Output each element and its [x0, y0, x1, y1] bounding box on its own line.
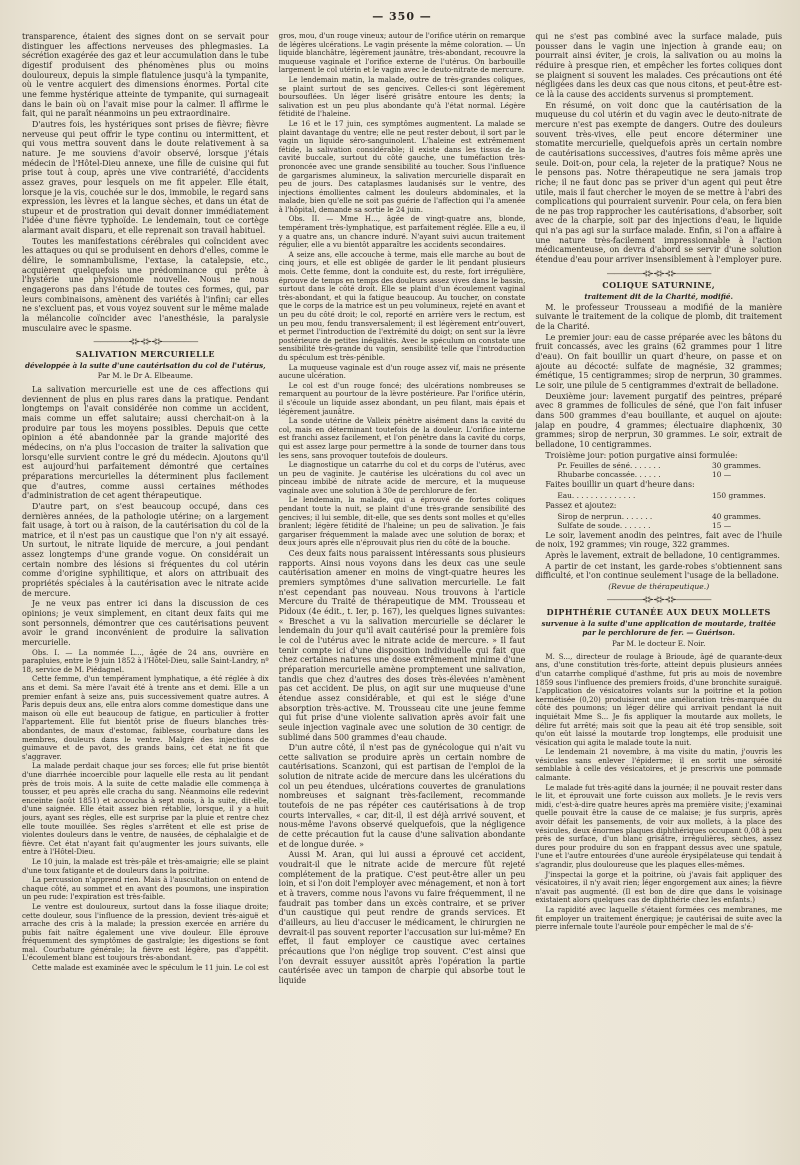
prescription [557, 512, 782, 530]
ingredient: Sulfate de soude. . . . . . . [557, 520, 651, 530]
column-right [535, 32, 782, 1152]
paragraph: Le premier jour: eau de casse préparée avec les bâtons du fruit concassés, avec les grains (62 grammes pour 1 litre d'eau). On fait bouillir un quart d'heure, on passe et on ajoute au décocté: sulfate de magnésie, 32 grammes; émétique, 15 centigrammes; sirop de nerprun, 30 grammes. Le soir, une pilule de 5 centigrammes d'extrait de belladone. [535, 332, 783, 390]
case-paragraph: Le malade fut très-agité dans la journée; il ne pouvait rester dans le lit, et éprouvait une forte cuisson aux mollets. Je le revis vers midi, c'est-à-dire quatre heures après ma première visite; j'examinai quelle pouvait être la cause de ce malaise; je fus surpris, après avoir défait les pansements, de voir aux mollets, à la place des vésicules, deux énormes plaques diphthériques occupant 0,08 à peu près de surface, d'un blanc grisâtre, irrégulières, sèches, assez dures pour produire du son en frappant dessus avec une spatule, l'une et l'autre entourées d'une auréole érysipélateuse qui tendait à s'agrandir, plus douloureuse que les plaques elles-mêmes. [535, 782, 783, 869]
paragraph: Troisième jour: potion purgative ainsi formulée: [545, 450, 738, 460]
paragraph: A partir de cet instant, les garde-robes s'obtiennent sans difficulté, et l'on continue seulement l'usage de la belladone. [535, 561, 783, 581]
article-title: SALIVATION MERCURIELLE [75, 349, 215, 359]
paragraph: Deuxième jour: lavement purgatif des peintres, préparé avec 8 grammes de follicules de séné, que l'on fait infuser dans 500 grammes d'eau bouillante, et auquel on ajoute: jalap en poudre, 4 grammes; électuaire diaphœnix, 30 grammes; sirop de nerprun, 30 grammes. Le soir, extrait de belladone, 10 centigrammes. [535, 391, 783, 449]
case-paragraph: Le ventre est douloureux, surtout dans la fosse iliaque droite; cette douleur, sous l'influence de la pression, devient très-aiguë et arrache des cris à la malade; la pression exercée en arrière du pubis fait naître également une vive douleur. Elle éprouve fréquemment des symptômes de gastralgie; les digestions se font mal. Courbature générale; la fièvre est légère, pas d'appétit. L'écoulement blanc est toujours très-abondant. [22, 901, 269, 963]
paragraph: Aussi M. Aran, qui lui aussi a éprouvé cet accident, voudrait-il que le nitrate acide de mercure fût rejeté complétement de la pratique. C'est peut-être aller un peu loin, et si l'on doit l'employer avec ménagement, et non à tort et à travers, comme nous l'avons vu faire fréquemment, il ne faudrait pas tomber dans un excès contraire, et se priver d'un caustique qui peut rendre de grands services. Et d'ailleurs, au lieu d'accuser le médicament, le chirurgien ne devrait-il pas souvent reporter l'accusation sur lui-même? En effet, il faut employer ce caustique avec certaines précautions que l'on néglige trop souvent. C'est ainsi que l'on devrait essuyer aussitôt après l'opération la partie cautérisée avec un tampon de charpie qui absorbe tout le liquide [278, 850, 526, 985]
case-paragraph: La muqueuse vaginale est d'un rouge assez vif, mais ne présente aucune ulcération. [278, 362, 526, 381]
paragraph: Après le lavement, extrait de belladone, 10 centigrammes. [545, 550, 780, 560]
paragraph: Je ne veux pas entrer ici dans la discussion de ces opinions; je veux simplement, en citant deux faits qui me sont personnels, démontrer que ces cautérisations peuvent avoir le grand inconvénient de produire la salivation mercurielle. [22, 599, 269, 648]
prescription-line [557, 512, 782, 521]
paragraph: Le soir, lavement anodin des peintres, fait avec de l'huile de noix, 192 grammes; vin rouge, 322 grammes. [535, 530, 783, 550]
article-subtitle: survenue à la suite d'une application de moutarde, traitée par le perchlorure de fer. — Guérison. [541, 618, 776, 638]
paragraph: D'autre part, on s'est beaucoup occupé, dans ces dernières années, de la pathologie utérine; on a largement fait usage, à tort ou à raison, de la cautérisation du col de la matrice, et il n'est pas un caustique que l'on n'y ait essayé. Un surtout, le nitrate liquide de mercure, a joui pendant assez longtemps d'une grande vogue. On considérait un certain nombre des lésions si fréquentes du col utérin comme d'origine syphilitique, et alors on attribuait des propriétés spéciales à la cautérisation avec le nitrate acide de mercure. [22, 501, 269, 598]
case-paragraph: Le lendemain matin, la malade, outre de très-grandes coliques, se plaint surtout de ses gencives. Celles-ci sont légèrement boursouflées. Un léger liséré grisâtre entoure les dents; la salivation est un peu plus abondante qu'à l'état normal. Légère fétidité de l'haleine. [278, 74, 526, 119]
column-left [22, 32, 269, 1152]
paragraph: transparence, étaient des signes dont on se servait pour distinguer les affections nerveuses des phlegmasies. La sécrétion exagérée des gaz et leur accumulation dans le tube digestif produisent des phénomènes plus ou moins douloureux, depuis la simple flatulence jusqu'à la tympanite, où le ventre acquiert des dimensions énormes. Portal cite une femme hystérique atteinte de tympanite, qui surnageait dans le bain où on l'avait mise pour la calmer. Il affirme le fait, qui ne paraît néanmoins un peu extraordinaire. [22, 32, 269, 119]
article-subtitle: traitement dit de la Charité, modifié. [584, 292, 734, 302]
case-paragraph: La sonde utérine de Valleix pénètre aisément dans la cavité du col, mais en déterminant toutefois de la douleur. L'orifice interne est franchi assez facilement, et l'on pénètre dans la cavité du corps, qui est assez large pour permettre à la sonde de tourner dans tous les sens, sans provoquer toutefois de douleurs. [278, 416, 526, 460]
ingredient: Pr. Feuilles de séné. . . . . . . [557, 461, 661, 471]
case-paragraph: Obs. II. — Mme H..., âgée de vingt-quatre ans, blonde, tempérament très-lymphatique, est parfaitement réglée. Elle a eu, il y a quatre ans, un chancre induré. N'ayant suivi aucun traitement régulier, elle a vu bientôt apparaître les accidents secondaires. [278, 214, 526, 250]
case-paragraph: Cette malade est examinée avec le spéculum le 11 juin. Le col est [32, 963, 269, 973]
prescription-line [557, 521, 782, 530]
paragraph: Toutes les manifestations cérébrales qui coïncident avec les attaques ou qui se produisent en dehors d'elles, comme le délire, le somnambulisme, l'extase, la catalepsie, etc., acquièrent quelquefois une prédominance qui prête à l'hystérie une physionomie nouvelle. Nous ne nous engagerons pas dans l'étude de toutes ces formes, qui, par leurs combinaisons, amènent des variétés à l'infini; car elles ne s'excluent pas, et vous voyez souvent sur le même malade la mélancolie coïncider avec l'anesthésie, la paralysie musculaire avec le spasme. [22, 236, 269, 333]
quantity: 15 — [712, 520, 732, 530]
case-paragraph: Le lendemain 21 novembre, à ma visite du matin, j'ouvris les vésicules sans enlever l'épiderme; il en sortit une sérosité semblable à celle des vésicatoires, et je prescrivis une pommade calmante. [535, 747, 783, 783]
case-paragraph: Le 16 et le 17 juin, ces symptômes augmentent. La malade se plaint davantage du ventre; elle ne peut rester debout, il sort par le vagin un liquide séro-sanguinolent. L'haleine est extrêmement fétide, la salivation considérable; il existe dans les tissus de la cavité buccale, surtout du côté gauche, une tuméfaction très-prononcée avec une grande sensibilité au toucher. Sous l'influence de gargarismes alumineux, la salivation mercurielle disparaît en peu de jours. Des cataplasmes laudanisés sur le ventre, des injections émollientes calment les douleurs abdominales, et la malade, bien qu'elle ne soit pas guérie de l'affection qui l'a amenée à l'hôpital, demande sa sortie le 24 juin. [278, 118, 526, 214]
article-title: DIPHTHÉRIE CUTANÉE AUX DEUX MOLLETS [546, 607, 771, 618]
case-paragraph: Cette femme, d'un tempérament lymphatique, a été réglée à dix ans et demi. Sa mère l'avait été à trente ans et demi. Elle a un premier enfant à seize ans, puis successivement quatre autres. A Paris depuis deux ans, elle entra alors comme domestique dans une maison où elle eut beaucoup de fatigue, en particulier à frotter l'appartement. Elle fut bientôt prise de flueurs blanches très-abondantes, de maux d'estomac, faiblesse, courbature dans les membres, douleurs dans le ventre. Malgré des injections de guimauve et de pavot, des grands bains, cet état ne fit que s'aggraver. [22, 674, 269, 761]
article-author: Par M. le docteur E. Noir. [611, 639, 706, 649]
paragraph: M. le professeur Trousseau a modifié de la manière suivante le traitement de la colique de plomb, dit traitement de la Charité. [535, 302, 783, 332]
quantity: 150 grammes. [712, 490, 766, 500]
source-reference: (Revue de thérapeutique.) [608, 581, 710, 591]
case-paragraph: Le diagnostique un catarrhe du col et du corps de l'utérus, avec un peu de vaginite. Je cautérise les ulcérations du col avec un pinceau imbibé de nitrate acide de mercure, et la muqueuse vaginale avec une solution à 30e de perchlorure de fer. [278, 460, 526, 495]
case-paragraph: La percussion n'apprend rien. Mais à l'auscultation on entend de chaque côté, au sommet et en avant des poumons, une inspiration un peu rude: l'expiration est très-faible. [22, 875, 269, 902]
page-number: — 350 — [372, 10, 432, 23]
prescription-line [557, 470, 782, 479]
ingredient: Rhubarbe concassée. . . . . . [557, 470, 661, 480]
paragraph: D'un autre côté, il n'est pas de gynécologue qui n'ait vu cette salivation se produire après un certain nombre de cautérisations. Scanzoni, qui est partisan de l'emploi de la solution de nitrate acide de mercure dans les ulcérations du col un peu étendues, ulcérations couvertes de granulations nombreuses et saignant très-facilement, recommande toutefois de ne pas répéter ces cautérisations à de trop courts intervalles, « car, dit-il, il est déjà arrivé souvent, et nous-même l'avons observé quelquefois, que la négligence de cette précaution fut la cause d'une salivation abondante et de longue durée. » [278, 743, 526, 849]
page-header [22, 10, 782, 32]
paragraph: Faites bouillir un quart d'heure dans: [545, 480, 695, 490]
case-paragraph: A seize ans, elle accouche à terme, mais elle marche au bout de cinq jours, et elle est obligée de garder le lit pendant plusieurs mois. Cette femme, dont la conduite est, du reste, fort irrégulière, éprouve de temps en temps des douleurs assez vives dans le bassin, surtout dans le côté droit. Elle se plaint d'un écoulement vaginal très-abondant, et qui la fatigue beaucoup. Au toucher, on constate que le corps de la matrice est un peu volumineux, rejeté en avant et un peu du côté droit; le col, reporté en arrière vers le rectum, est un peu mou, fendu transversalement; il est légèrement entr'ouvert, et permet l'introduction de l'extrémité du doigt; on sent sur la lèvre postérieure de petites inégalités. Avec le spéculum on constate une sensibilité très-grande du vagin, sensibilité telle que l'introduction du spéculum est très-pénible. [278, 249, 526, 362]
case-paragraph: La malade perdait chaque jour ses forces; elle fut prise bientôt d'une diarrhée incoercible pour laquelle elle resta au lit pendant près de trois mois. A la suite de cette maladie elle commença à tousser, et peu après elle cracha du sang. Néanmoins elle redevint enceinte (août 1851) et accoucha à sept mois, à la suite, dit-elle, d'une saignée. Elle était assez bien rétablie, lorsque, il y a huit jours, ayant ses règles, elle est surprise par la pluie et rentre chez elle toute mouillée. Ses règles s'arrêtent et elle est prise de violentes douleurs dans le ventre, de nausées, de céphalalgie et de fièvre. Cet état n'ayant fait qu'augmenter les jours suivants, elle entre à l'Hôtel-Dieu. [22, 761, 269, 857]
ingredient: Sirop de nerprun. . . . . . . [557, 511, 653, 521]
case-paragraph: M. S..., directeur de roulage à Brioude, âgé de quarante-deux ans, d'une constitution très-forte, atteint depuis plusieurs années d'un catarrhe compliqué d'asthme, fut pris au mois de novembre 1859 sous l'influence des premiers froids, d'une bronchite suraiguë. L'application de vésicatoires volants sur la poitrine et la potion kermétisée (0,20) produisirent une amélioration très-marquée du côté des poumons; un léger délire qui arrivait pendant la nuit inquiétait Mme S... Je fis appliquer la moutarde aux mollets, le délire fut arrêté; mais soit que la peau ait été trop sensible, soit qu'on eût laissé la moutarde trop longtemps, elle produisit une vésication qui agita le malade toute la nuit. [535, 651, 783, 747]
paragraph: D'autres fois, les hystériques sont prises de fièvre; fièvre nerveuse qui peut offrir le type continu ou intermittent, et qui vous mettra souvent dans le doute relativement à sa nature. Je me souviens d'avoir observé, lorsque j'étais médecin de l'Hôtel-Dieu annexe, une fille de cuisine qui fut prise tout à coup, après une vive contrariété, d'accidents assez graves, pour lesquels on me fit appeler. Elle était, lorsque je la vis, couchée sur le dos, immobile, le regard sans expression, les lèvres et la langue sèches, et dans un état de stupeur et de prostration qui devait donner immédiatement l'idée d'une fièvre typhoïde. Le lendemain, tout ce cortège alarmant avait disparu, et elle reprenait son travail habituel. [22, 119, 269, 236]
case-paragraph: La rapidité avec laquelle s'étaient formées ces membranes, me fit employer un traitement énergique; je cautérisai de suite avec la pierre infernale toute l'auréole pour empêcher le mal de s'é- [535, 904, 783, 932]
section-divider: —————⊰⊱⊰⊱⊰⊱————— [93, 337, 198, 347]
paragraph: En résumé, on voit donc que la cautérisation de la muqueuse du col utérin et du vagin avec le deuto-nitrate de mercure n'est pas exempte de dangers. Outre des douleurs souvent très-vives, elle peut encore déterminer une stomatite mercurielle, quelquefois après un certain nombre de cautérisations successives, d'autres fois même après une seule. Doit-on, pour cela, la rejeter de la pratique? Nous ne le pensons pas. Notre thérapeutique ne sera jamais trop riche; il ne faut donc pas se priver d'un agent qui peut être utile, mais il faut chercher le moyen de se mettre à l'abri des complications qui pourraient survenir. Pour cela, on fera bien de ne pas trop rapprocher les cautérisations, d'absorber, soit avec de la charpie, soit par des injections d'eau, le liquide qui n'a pas agi sur la surface malade. Enfin, si l'on a affaire à une nature très-facilement impressionnable à l'action médicamenteuse, on devra d'abord se servir d'une solution étendue d'eau pour arriver insensiblement à l'employer pure. [535, 100, 783, 265]
paragraph: Ces deux faits nous paraissent intéressants sous plusieurs rapports. Ainsi nous voyons dans les deux cas une seule cautérisation amener en moins de vingt-quatre heures les premiers symptômes d'une salivation mercurielle. Le fait n'est cependant pas nouveau. Nous trouvons à l'article Mercure du Traité de thérapeutique de MM. Trousseau et Pidoux (4e édit., t. Ier, p. 167), les quelques lignes suivantes: « Breschet a vu la salivation mercurielle se déclarer le lendemain du jour qu'il avait cautérisé pour la première fois le col de l'utérus avec le nitrate acide de mercure. » Il faut tenir compte ici d'une disposition individuelle qui fait que chez certaines natures une dose extrêmement minime d'une préparation mercurielle amène promptement une salivation, tandis que chez d'autres des doses très-élevées n'amènent pas cet accident. De plus, on agit sur une muqueuse d'une étendue assez considérable, et qui est le siége d'une absorption très-active. M. Trousseau cite une jeune femme qui fut prise d'une violente salivation après avoir fait une seule injection vaginale avec une solution de 30 centigr. de sublimé dans 500 grammes d'eau chaude. [278, 549, 526, 742]
section-divider: —————⊰⊱⊰⊱⊰⊱————— [606, 268, 711, 278]
column-middle [279, 32, 526, 1152]
text-columns [22, 32, 782, 1152]
quantity: 40 grammes. [712, 511, 761, 521]
paragraph: La salivation mercurielle est une de ces affections qui deviennent de plus en plus rares dans la pratique. Pendant longtemps on l'avait considérée non comme un accident, mais comme un effet salutaire; aussi cherchait-on à la produire par tous les moyens possibles. Depuis que cette opinion a été abandonnée par la grande majorité des médecins, on n'a plus l'occasion de traiter la salivation que lorsqu'elle survient contre le gré du médecin. Ajoutons qu'il est aujourd'hui parfaitement démontré que certaines préparations mercurielles la déterminent plus facilement que d'autres, comme aussi certaines méthodes d'administration de cet agent thérapeutique. [22, 384, 269, 501]
paragraph: qui ne s'est pas combiné avec la surface malade, puis pousser dans le vagin une injection à grande eau; on pourrait ainsi éviter, je crois, la salivation ou au moins la réduire à presque rien, et empêcher les fortes coliques dont se plaignent si souvent les malades. Ces précautions ont été négligées dans les deux cas que nous citons, et peut-être est-ce là la cause des accidents survenus si promptement. [535, 32, 783, 99]
prescription-line [557, 491, 782, 500]
case-paragraph: J'inspectai la gorge et la poitrine, où j'avais fait appliquer des vésicatoires, il n'y avait rien; léger engorgement aux aines; la fièvre n'avait pas augmenté. (Il est bon de dire que dans le voisinage existaient alors quelques cas de diphthérie chez les enfants.) [535, 869, 783, 905]
article-subtitle: développée à la suite d'une cautérisation du col de l'utérus, [25, 360, 266, 370]
prescription-line [557, 461, 782, 470]
article-author: Par M. le Dr A. Elbeaume. [97, 371, 193, 381]
prescription [557, 461, 782, 479]
ingredient: Eau. . . . . . . . . . . . . . [557, 490, 636, 500]
case-paragraph: Le lendemain, la malade, qui a éprouvé de fortes coliques pendant toute la nuit, se plaint d'une très-grande sensibilité des gencives; il lui semble, dit-elle, que ses dents sont molles et qu'elles branlent; légère fétidité de l'haleine; un peu de salivation. Je fais gargariser fréquemment la malade avec une solution de borax; et deux jours après elle n'éprouvait plus rien du côté de la bouche. [278, 495, 526, 548]
quantity: 10 — [712, 470, 732, 480]
case-paragraph: Le col est d'un rouge foncé; des ulcérations nombreuses se remarquent au pourtour de la lèvre postérieure. Par l'orifice utérin, il s'écoule un liquide assez abondant, un peu filant, mais épais et légèrement jaunâtre. [278, 380, 526, 416]
case-paragraph: Obs. I. — La nommée L..., âgée de 24 ans, ouvrière en parapluies, entre le 9 juin 1852 à l'Hôtel-Dieu, salle Saint-Landry, nº 18, service de M. Piédagnel. [22, 647, 269, 674]
quantity: 30 grammes. [712, 461, 761, 471]
case-paragraph: Le 10 juin, la malade est très-pâle et très-amaigrie; elle se plaint d'une toux fatigante et de douleurs dans la poitrine. [22, 856, 269, 875]
prescription [557, 491, 782, 500]
case-paragraph: gros, mou, d'un rouge vineux; autour de l'orifice utérin on remarque de légères ulcérations. Le vagin présente la même coloration. — Un liquide blanchâtre, légèrement jaunâtre, très-abondant, recouvre la muqueuse vaginale et l'orifice externe de l'utérus. On barbouille largement le col utérin et le vagin avec le deuto-nitrate de mercure. [278, 32, 526, 75]
paragraph: Passez et ajoutez: [545, 500, 617, 510]
article-title: COLIQUE SATURNINE, [602, 280, 716, 291]
section-divider: —————⊰⊱⊰⊱⊰⊱————— [606, 595, 711, 605]
